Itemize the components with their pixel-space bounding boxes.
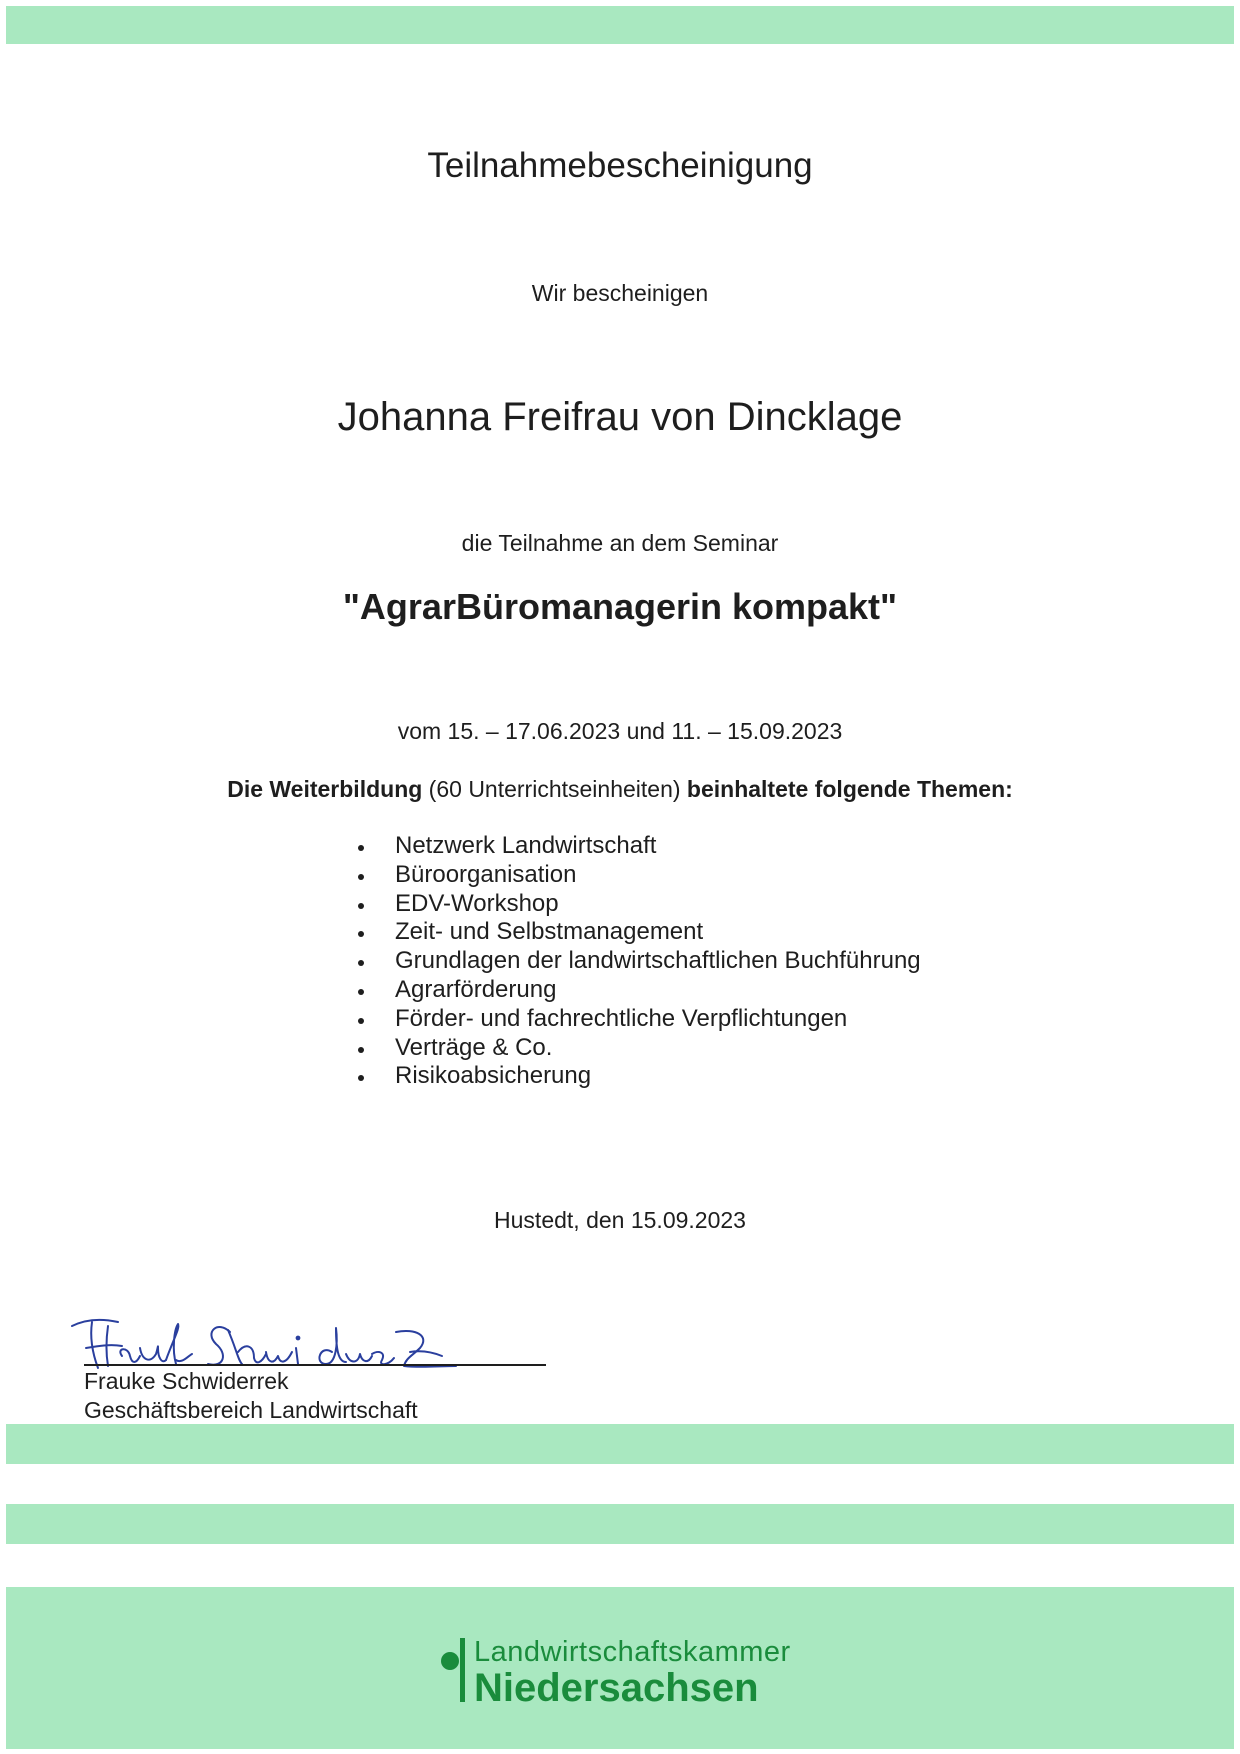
topics-intro-bold-2: beinhaltete folgende Themen: bbox=[686, 776, 1013, 802]
signature-line bbox=[84, 1364, 546, 1366]
green-band-1 bbox=[6, 1424, 1234, 1464]
topic-item: Agrarförderung bbox=[355, 976, 921, 1005]
topic-item: Verträge & Co. bbox=[355, 1034, 921, 1063]
topics-intro bbox=[0, 776, 1240, 803]
signature-block bbox=[70, 1296, 550, 1426]
topics-intro-normal: (60 Unterrichtseinheiten) bbox=[422, 776, 687, 802]
place-and-date: Hustedt, den 15.09.2023 bbox=[494, 1207, 746, 1233]
topic-item: Risikoabsicherung bbox=[355, 1062, 921, 1091]
topic-item: Grundlagen der landwirtschaftlichen Buchführung bbox=[355, 947, 921, 976]
logo-text-line2: Niedersachsen bbox=[474, 1666, 759, 1710]
topic-item: Büroorganisation bbox=[355, 861, 921, 890]
participant-name: Johanna Freifrau von Dincklage bbox=[337, 395, 903, 439]
participation-text: die Teilnahme an dem Seminar bbox=[461, 530, 779, 556]
seminar-dates: vom 15. – 17.06.2023 und 11. – 15.09.2023 bbox=[397, 718, 843, 744]
organization-logo bbox=[440, 1636, 800, 1710]
logo-text-line1: Landwirtschaftskammer bbox=[474, 1636, 791, 1668]
intro-text: Wir bescheinigen bbox=[531, 280, 709, 306]
signatory-department: Geschäftsbereich Landwirtschaft bbox=[84, 1397, 418, 1423]
signatory-name: Frauke Schwiderrek bbox=[84, 1368, 289, 1394]
topics-intro-bold-1: Die Weiterbildung bbox=[227, 776, 423, 802]
topic-item: Netzwerk Landwirtschaft bbox=[355, 832, 921, 861]
topic-item: Zeit- und Selbstmanagement bbox=[355, 918, 921, 947]
certificate-title: Teilnahmebescheinigung bbox=[427, 146, 813, 185]
topic-item: Förder- und fachrechtliche Verpflichtungen bbox=[355, 1005, 921, 1034]
topics-list bbox=[355, 832, 921, 1091]
seminar-title: "AgrarBüromanagerin kompakt" bbox=[342, 586, 898, 627]
top-green-band bbox=[6, 6, 1234, 44]
green-band-2 bbox=[6, 1504, 1234, 1544]
logo-mark-icon bbox=[440, 1636, 470, 1706]
topic-item: EDV-Workshop bbox=[355, 890, 921, 919]
